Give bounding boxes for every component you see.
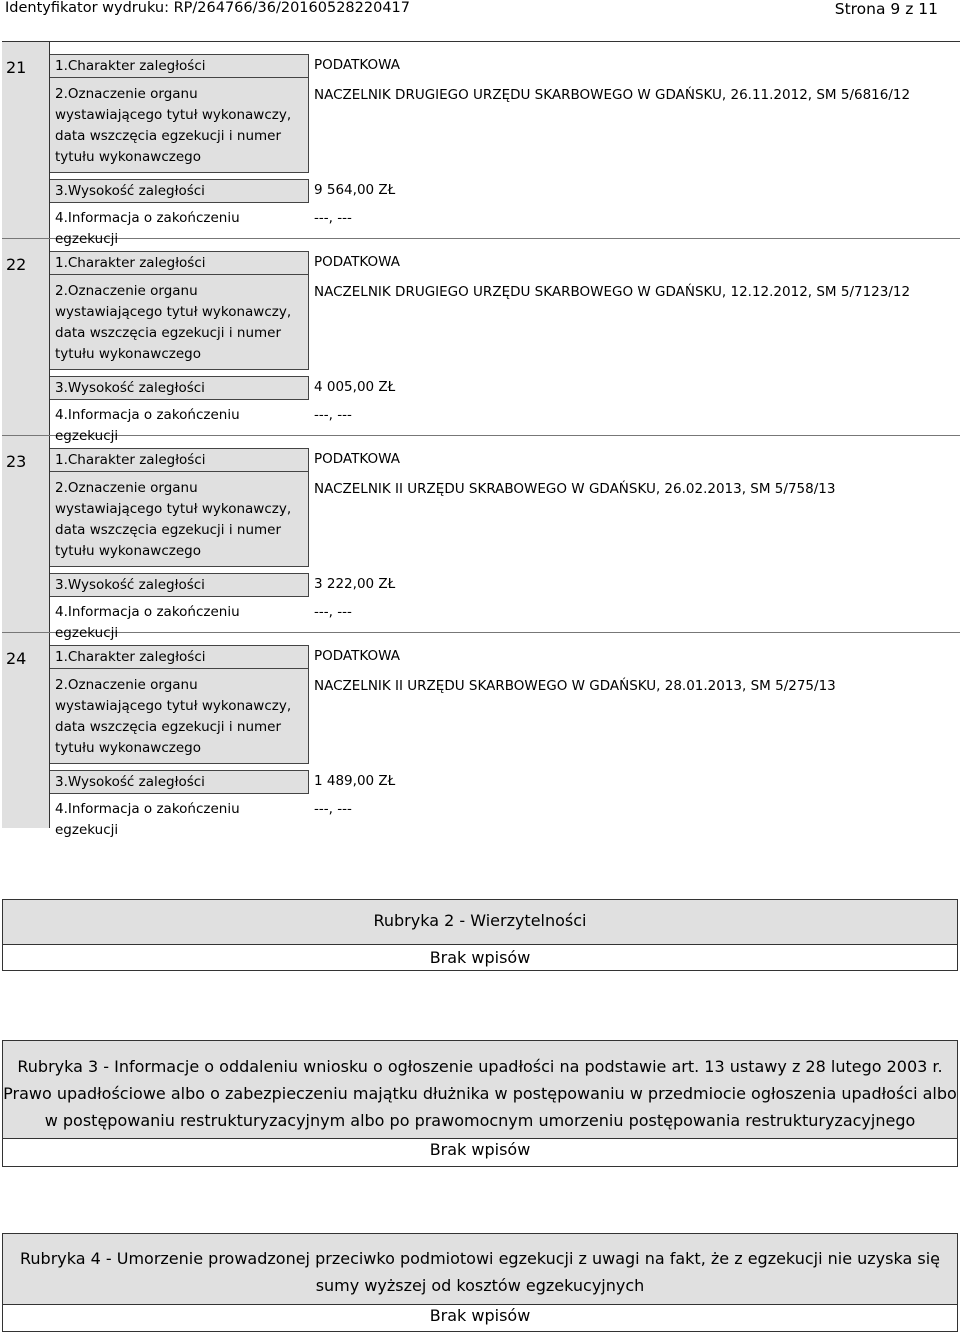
value-informacja: ---, --- [314,801,352,817]
value-informacja: ---, --- [314,604,352,620]
value-charakter: PODATKOWA [314,57,400,73]
label-charakter: 1.Charakter zaległości [50,448,309,472]
value-wysokosc: 3 222,00 ZŁ [314,576,396,592]
entry-row [2,42,960,247]
entry-number: 23 [2,436,50,632]
value-charakter: PODATKOWA [314,648,400,664]
label-wysokosc: 3.Wysokość zaległości [50,376,309,400]
label-wysokosc: 3.Wysokość zaległości [50,573,309,597]
rubryka-3-content: Brak wpisów [429,1140,531,1159]
value-informacja: ---, --- [314,407,352,423]
print-header [0,0,960,22]
label-oznaczenie: 2.Oznaczenie organu wystawiającego tytuł wykonawczy, data wszczęcia egzekucji i numer tytułu wykonawczego [50,669,309,764]
label-oznaczenie: 2.Oznaczenie organu wystawiającego tytuł wykonawczy, data wszczęcia egzekucji i numer tytułu wykonawczego [50,78,309,173]
rubryka-4-title: Rubryka 4 - Umorzenie prowadzonej przeciwko podmiotowi egzekucji z uwagi na fakt, że z egzekucji nie uzyska się sumy wyższej od kosztów egzekucyjnych [3,1234,957,1305]
entry-row [2,633,960,838]
rubryka-2-content: Brak wpisów [429,948,531,967]
value-charakter: PODATKOWA [314,254,400,270]
value-wysokosc: 9 564,00 ZŁ [314,182,396,198]
label-wysokosc: 3.Wysokość zaległości [50,179,309,203]
value-wysokosc: 4 005,00 ZŁ [314,379,396,395]
entry-number: 22 [2,239,50,435]
print-identifier: Identyfikator wydruku: RP/264766/36/20160528220417 [5,0,411,16]
value-wysokosc: 1 489,00 ZŁ [314,773,396,789]
entry-row [2,436,960,641]
label-informacja: 4.Informacja o zakończeniu egzekucji [55,604,240,641]
rubryka-4-section [2,1233,958,1332]
value-oznaczenie: NACZELNIK II URZĘDU SKRABOWEGO W GDAŃSKU, 26.02.2013, SM 5/758/13 [314,481,836,497]
label-charakter: 1.Charakter zaległości [50,645,309,669]
label-informacja: 4.Informacja o zakończeniu egzekucji [55,210,240,247]
rubryka-3-section [2,1040,958,1167]
value-informacja: ---, --- [314,210,352,226]
value-oznaczenie: NACZELNIK DRUGIEGO URZĘDU SKARBOWEGO W GDAŃSKU, 26.11.2012, SM 5/6816/12 [314,87,911,103]
value-oznaczenie: NACZELNIK II URZĘDU SKARBOWEGO W GDAŃSKU, 28.01.2013, SM 5/275/13 [314,678,836,694]
entry-row [2,239,960,444]
value-charakter: PODATKOWA [314,451,400,467]
label-charakter: 1.Charakter zaległości [50,251,309,275]
label-informacja: 4.Informacja o zakończeniu egzekucji [55,801,240,838]
rubryka-4-content: Brak wpisów [429,1306,531,1325]
rubryka-3-title: Rubryka 3 - Informacje o oddaleniu wniosku o ogłoszenie upadłości na podstawie art. 13 ustawy z 28 lutego 2003 r. Prawo upadłościowe albo o zabezpieczeniu majątku dłużnika w postępowaniu w przedmiocie ogłoszenia upadłości albo w postępowaniu restrukturyzacyjnym albo po prawomocnym umorzeniu postępowania restrukturyzacyjnego [3,1041,957,1139]
label-oznaczenie: 2.Oznaczenie organu wystawiającego tytuł wykonawczy, data wszczęcia egzekucji i numer tytułu wykonawczego [50,472,309,567]
label-informacja: 4.Informacja o zakończeniu egzekucji [55,407,240,444]
page-number: Strona 9 z 11 [834,0,938,18]
label-wysokosc: 3.Wysokość zaległości [50,770,309,794]
value-oznaczenie: NACZELNIK DRUGIEGO URZĘDU SKARBOWEGO W GDAŃSKU, 12.12.2012, SM 5/7123/12 [314,284,911,300]
entries-table [2,41,960,838]
entry-number: 21 [2,42,50,238]
entry-number: 24 [2,633,50,828]
label-charakter: 1.Charakter zaległości [50,54,309,78]
label-oznaczenie: 2.Oznaczenie organu wystawiającego tytuł wykonawczy, data wszczęcia egzekucji i numer tytułu wykonawczego [50,275,309,370]
rubryka-2-section [2,899,958,971]
rubryka-2-title: Rubryka 2 - Wierzytelności [3,900,957,945]
